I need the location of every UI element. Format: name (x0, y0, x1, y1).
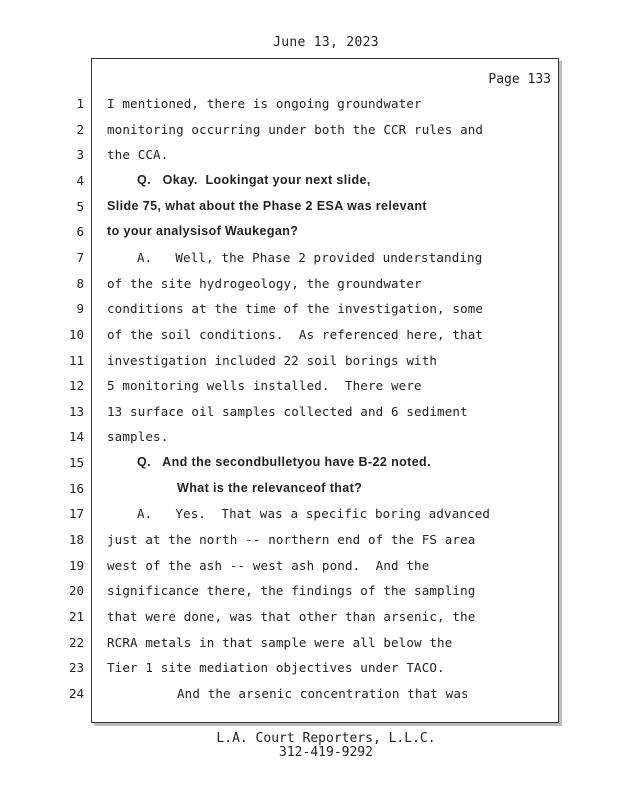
transcript-line: monitoring occurring under both the CCR rules and (107, 121, 484, 137)
line-number: 16 (68, 480, 84, 496)
transcript-line: 13 surface oil samples collected and 6 sediment (107, 403, 468, 419)
transcript-line: that were done, was that other than arsenic, the (107, 609, 476, 624)
line-number: 17 (68, 506, 84, 522)
line-number: 20 (68, 583, 84, 599)
line-number: 8 (76, 275, 84, 291)
line-number: 4 (76, 172, 84, 188)
line-number: 22 (68, 634, 84, 650)
transcript-line: A. Yes. That was a specific boring advanced (137, 506, 491, 522)
line-number: 11 (68, 352, 84, 368)
line-number: 13 (68, 403, 84, 419)
transcript-line: 5 monitoring wells installed. There were (107, 378, 422, 394)
transcript-line: conditions at the time of the investigation, some (107, 301, 484, 317)
line-number: 21 (68, 609, 84, 624)
line-number: 19 (68, 557, 84, 573)
transcript-line: of the site hydrogeology, the groundwater (107, 275, 422, 291)
header-date: June 13, 2023 (273, 35, 379, 50)
transcript-line: Slide 75, what about the Phase 2 ESA was relevant (107, 198, 427, 213)
transcript-line: just at the north -- northern end of the FS area (107, 532, 476, 548)
line-number: 3 (76, 147, 84, 163)
transcript-line: investigation included 22 soil borings with (107, 352, 438, 368)
line-number: 7 (76, 249, 84, 265)
footer (0, 732, 618, 760)
line-number: 6 (76, 224, 84, 240)
transcript-line: samples. (107, 429, 169, 445)
transcript-line: And the arsenic concentration that was (177, 685, 469, 701)
line-number: 5 (76, 198, 84, 214)
transcript-line: of the soil conditions. As referenced here, that (107, 326, 484, 342)
transcript-line: Q. And the secondbulletyou have B-22 noted. (137, 455, 431, 470)
page-number: Page 133 (488, 72, 551, 87)
transcript-line: to your analysisof Waukegan? (107, 224, 299, 239)
line-number: 14 (68, 429, 84, 445)
line-number: 24 (68, 685, 84, 701)
transcript-line: west of the ash -- west ash pond. And the (107, 557, 430, 573)
transcript-line: the CCA. (107, 147, 169, 163)
line-number: 9 (76, 301, 84, 317)
line-number: 23 (68, 660, 84, 676)
line-number: 10 (68, 326, 84, 342)
footer-company: L.A. Court Reporters, L.L.C. (216, 731, 436, 746)
footer-phone: 312-419-9292 (279, 745, 373, 760)
line-number: 2 (76, 121, 84, 137)
line-number: 12 (68, 378, 84, 394)
transcript-line: Q. Okay. Lookingat your next slide, (137, 172, 371, 187)
transcript-line: A. Well, the Phase 2 provided understanding (137, 249, 483, 265)
transcript-line: Tier 1 site mediation objectives under TACO. (107, 660, 445, 676)
line-number: 18 (68, 532, 84, 548)
transcript-line: significance there, the findings of the sampling (107, 583, 476, 599)
line-number: 15 (68, 455, 84, 471)
transcript-line: RCRA metals in that sample were all below the (107, 634, 453, 650)
transcript-line: What is the relevanceof that? (177, 480, 363, 495)
line-number: 1 (76, 96, 84, 111)
transcript-line: I mentioned, there is ongoing groundwater (107, 96, 422, 111)
